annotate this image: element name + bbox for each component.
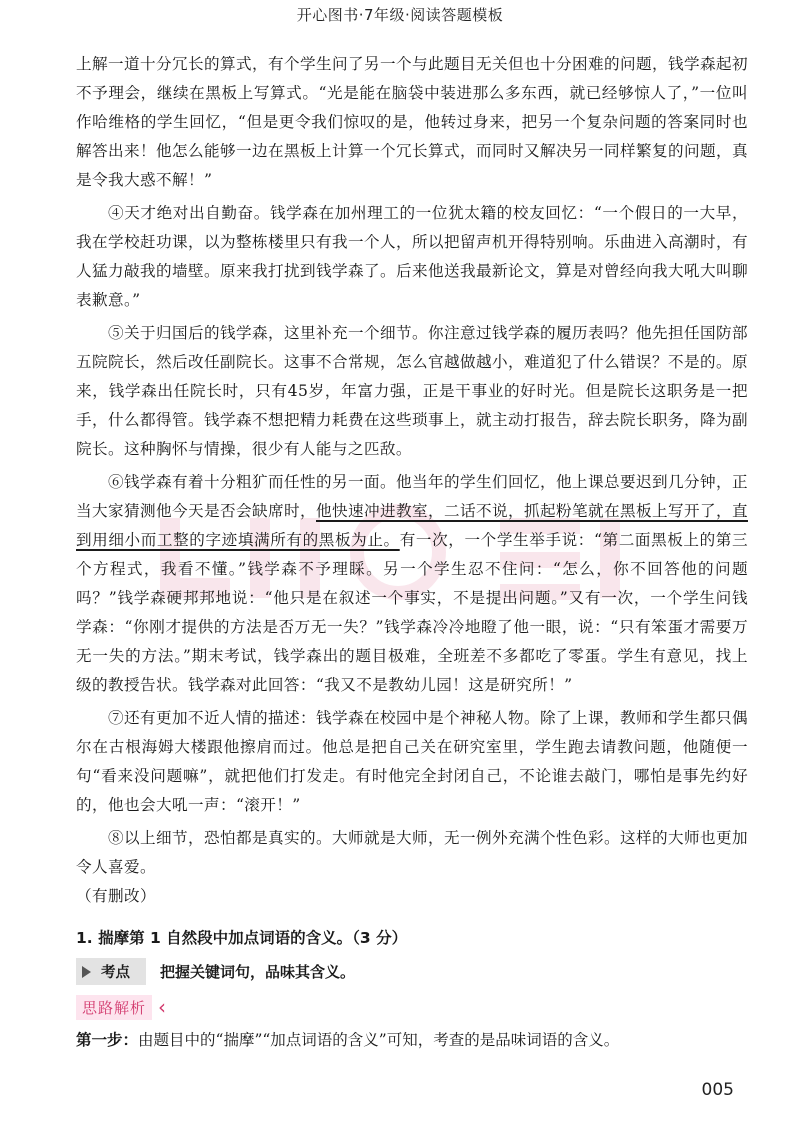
question-section [76,926,748,1066]
underlined-sentence: 他快速冲进教室，二话不说，抓起粉笔就在黑板上写开了，直到用细小而工整的字迹填满所有的黑板为止。 [76,502,748,549]
step-text: 由题目中的“揣摩”“加点词语的含义”可知，考查的是品味词语的含义。 [138,1031,620,1049]
source-note: （有删改） [76,887,156,905]
silu-heading [76,985,748,1020]
article-body [76,50,748,911]
paragraph-6-end: 有一次，一个学生举手说：“第二面黑板上的第三个方程式，我看不懂。”钱学森不予理睬。另一个学生忍不住问：“怎么，你不回答他的问题吗？”钱学森硬邦邦地说：“他只是在叙述一个事实，不是提出问题。”又有一次，一个学生问钱学森：“你刚才提供的方法是否万无一失？”钱学森冷冷地瞪了他一眼，说：“只有笨蛋才需要万无一失的方法。”期末考试，钱学森出的题目极难，全班差不多都吃了零蛋。学生有意见，找上级的教授告状。钱学森对此回答：“我又不是教幼儿园！这是研究所！” [76,531,748,694]
kaodian-label: 考点 [101,965,130,981]
paragraph-4: ④天才绝对出自勤奋。钱学森在加州理工的一位犹太籍的校友回忆：“一个假日的一大早，我在学校赶功课，以为整栋楼里只有我一个人，所以把留声机开得特别响。乐曲进入高潮时，有人猛力敲我的墙壁。原来我打扰到钱学森了。后来他送我最新论文，算是对曾经向我大吼大叫聊表歉意。” [76,204,748,309]
step-label: 第一步： [76,1031,139,1049]
kaodian-text: 把握关键词句，品味其含义。 [160,963,356,981]
kaodian-tag [76,958,146,985]
silu-label: 思路解析 [76,995,152,1020]
step-one [76,1028,748,1050]
paragraph-8: ⑧以上细节，恐怕都是真实的。大师就是大师，无一例外充满个性色彩。这样的大师也更加令人喜爱。 [76,829,748,876]
arrow-right-icon [82,966,91,978]
paragraph-6-start: ⑥钱学森有着十分粗犷而任性的另一面。他当年的学生们回忆，他上课总要迟到几分钟，正当大家猜测他今天是否会缺席时， [76,473,748,520]
running-header: 开心图书·7年级·阅读答题模板 [296,6,504,24]
question-title: 1. 揣摩第 1 自然段中加点词语的含义。（3 分） [76,929,408,947]
paragraph-6 [76,468,748,700]
paragraph-5: ⑤关于归国后的钱学森，这里补充一个细节。你注意过钱学森的履历表吗？他先担任国防部五院院长，然后改任副院长。这事不合常规，怎么官越做越小，难道犯了什么错误？不是的。原来，钱学森出任院长时，只有45岁，年富力强，正是干事业的好时光。但是院长这职务是一把手，什么都得管。钱学森不想把精力耗费在这些琐事上，就主动打报告，辞去院长职务，降为副院长。这种胸怀与情操，很少有人能与之匹敌。 [76,324,748,458]
paragraph-7: ⑦还有更加不近人情的描述：钱学森在校园中是个神秘人物。除了上课，教师和学生都只偶尔在古根海姆大楼跟他擦肩而过。他总是把自己关在研究室里，学生跑去请教问题，他随便一句“看来没问题嘛”，就把他们打发走。有时他完全封闭自己，不论谁去敲门，哪怕是事先约好的，他也会大吼一声：“滚开！” [76,709,748,814]
paragraph-3-continued: 上解一道十分冗长的算式，有个学生问了另一个与此题目无关但也十分困难的问题，钱学森起初不予理会，继续在黑板上写算式。“光是能在脑袋中装进那么多东西，就已经够惊人了，”一位叫作哈维格的学生回忆，“但是更令我们惊叹的是，他转过身来，把另一个复杂问题的答案同时也解答出来！他怎么能够一边在黑板上计算一个冗长算式，而同时又解决另一同样繁复的问题，真是令我大惑不解！” [76,55,748,189]
page-number: 005 [701,1080,734,1100]
chevron-left-icon: ‹ [158,994,167,1019]
kaodian-row [76,958,748,985]
